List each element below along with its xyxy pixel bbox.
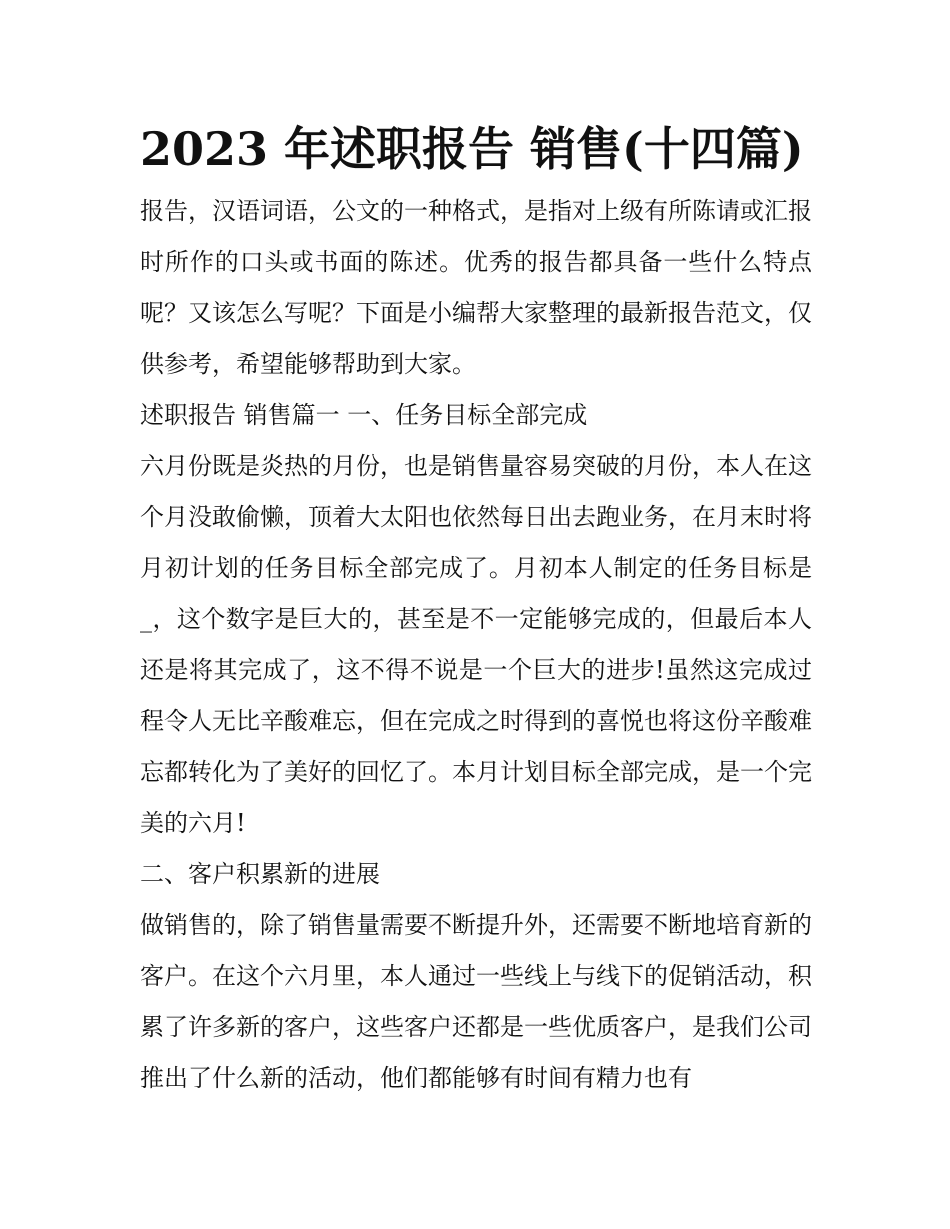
section-heading-2: 二、客户积累新的进展 [140,860,380,888]
document-title: 2023 年述职报告 销售(十四篇) [140,122,804,176]
document-page [140,112,812,1104]
section-body-1: 六月份既是炎热的月份，也是销售量容易突破的月份，本人在这个月没敢偷懒，顶着大太阳也依然每日出去跑业务，在月末时将月初计划的任务目标全部完成了。月初本人制定的任务目标是_，这个数字是巨大的，甚至是不一定能够完成的，但最后本人还是将其完成了，这不得不说是一个巨大的进步!虽然这完成过程令人无比辛酸难忘，但在完成之时得到的喜悦也将这份辛酸难忘都转化为了美好的回忆了。本月计划目标全部完成，是一个完美的六月! [140,452,812,837]
intro-paragraph: 报告，汉语词语，公文的一种格式，是指对上级有所陈请或汇报时所作的口头或书面的陈述。优秀的报告都具备一些什么特点呢？又该怎么写呢？下面是小编帮大家整理的最新报告范文，仅供参考，希望能够帮助到大家。 [140,197,812,378]
section-heading-1: 述职报告 销售篇一 一、任务目标全部完成 [140,401,588,429]
section-body-2: 做销售的，除了销售量需要不断提升外，还需要不断地培育新的客户。在这个六月里，本人通过一些线上与线下的促销活动，积累了许多新的客户，这些客户还都是一些优质客户，是我们公司推出了什么新的活动，他们都能够有时间有精力也有 [140,911,812,1092]
